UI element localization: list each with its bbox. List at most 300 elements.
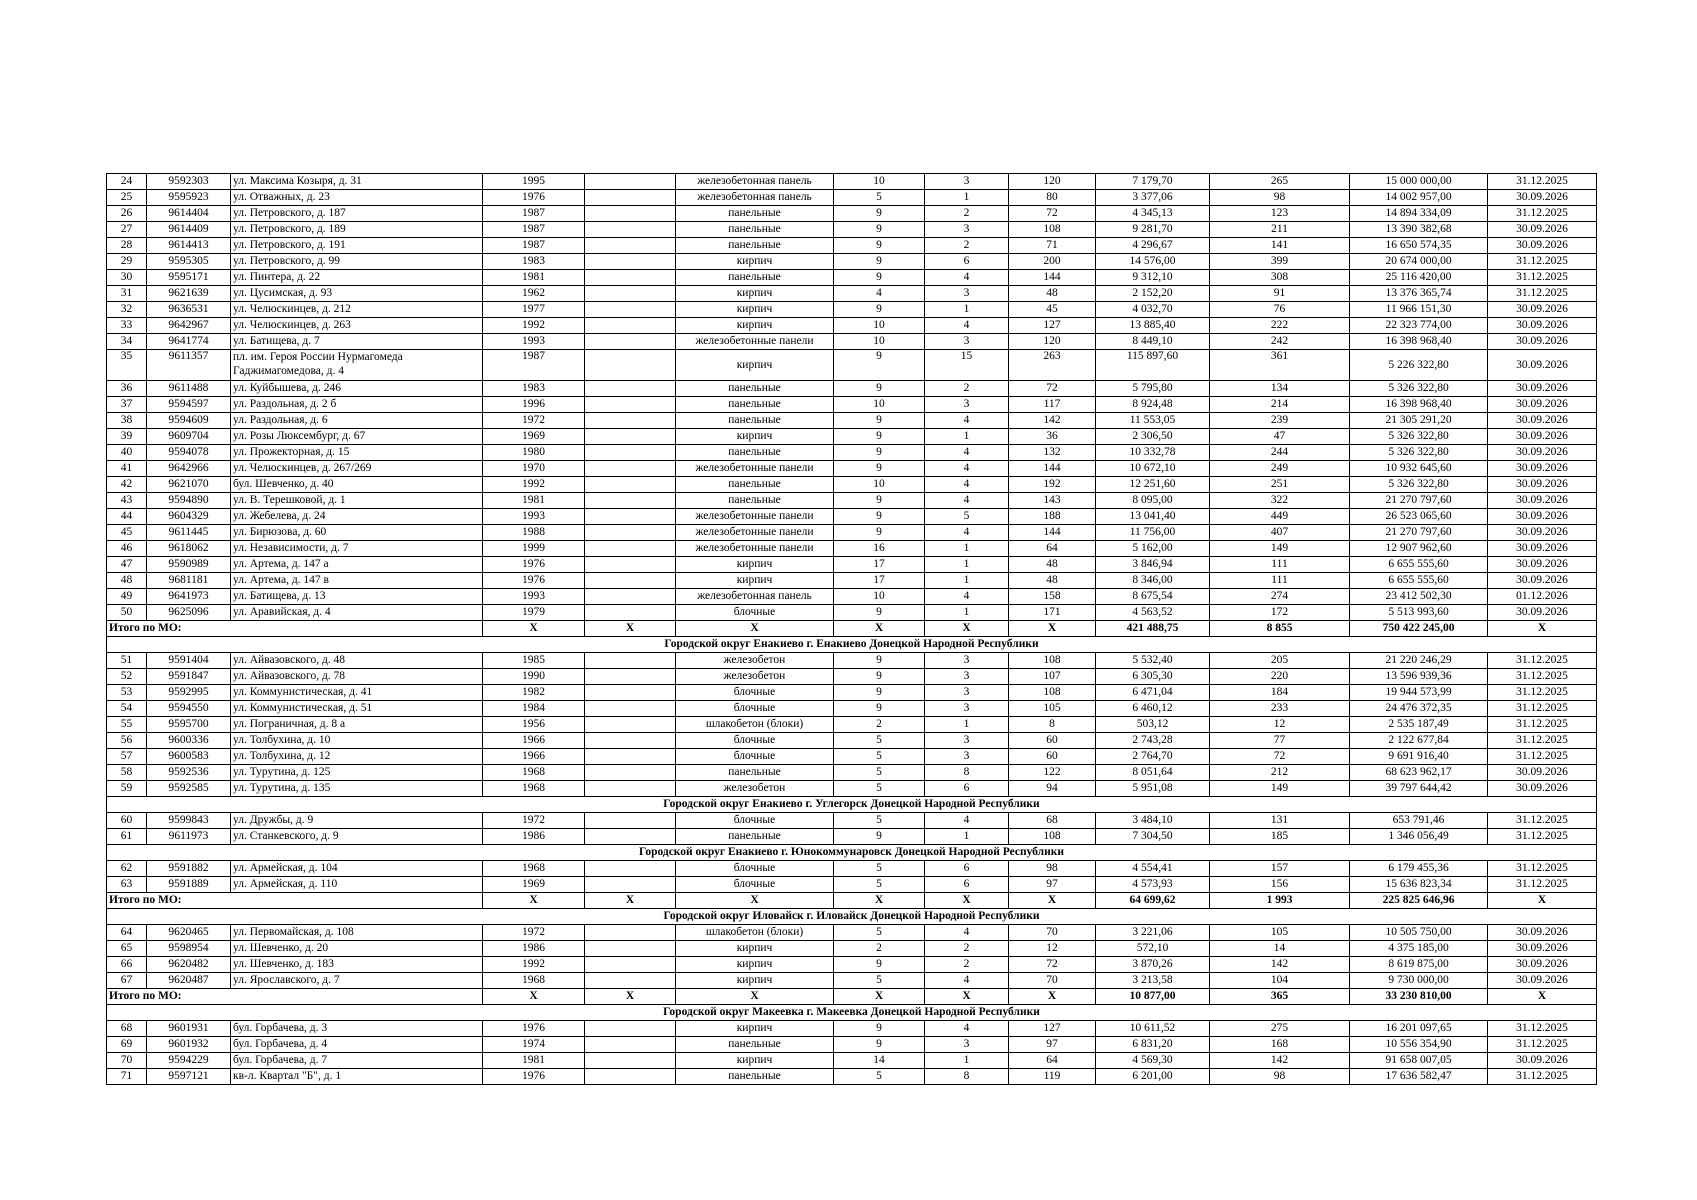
table-row	[107, 1037, 1597, 1053]
total-area-cell: 64 699,62	[1096, 893, 1210, 909]
entrances-cell: 4	[925, 493, 1009, 509]
area-cell: 8 449,10	[1096, 334, 1210, 350]
year-built-cell: 1983	[483, 254, 585, 270]
residents-cell: 47	[1210, 429, 1350, 445]
cost-cell: 16 201 097,65	[1350, 1021, 1488, 1037]
entrances-cell: 15	[925, 350, 1009, 381]
apartments-cell: 171	[1009, 605, 1096, 621]
deadline-cell: 31.12.2025	[1488, 270, 1597, 286]
year-built-cell: 1972	[483, 413, 585, 429]
building-id-cell: 9595923	[147, 190, 231, 206]
entrances-cell: 8	[925, 1069, 1009, 1085]
residents-cell: 322	[1210, 493, 1350, 509]
row-number-cell: 56	[107, 733, 147, 749]
floors-cell: 2	[834, 941, 925, 957]
building-id-cell: 9591889	[147, 877, 231, 893]
cost-cell: 2 535 187,49	[1350, 717, 1488, 733]
residents-cell: 184	[1210, 685, 1350, 701]
table-row	[107, 861, 1597, 877]
building-id-cell: 9621639	[147, 286, 231, 302]
floors-cell: 5	[834, 925, 925, 941]
building-id-cell: 9591404	[147, 653, 231, 669]
row-number-cell: 32	[107, 302, 147, 318]
building-id-cell: 9591847	[147, 669, 231, 685]
floors-cell: 9	[834, 350, 925, 381]
row-number-cell: 63	[107, 877, 147, 893]
row-number-cell: 71	[107, 1069, 147, 1085]
table-row	[107, 669, 1597, 685]
total-label-cell: Итого по МО:	[107, 989, 483, 1005]
row-number-cell: 70	[107, 1053, 147, 1069]
floors-cell: 10	[834, 318, 925, 334]
row-number-cell: 35	[107, 350, 147, 381]
entrances-cell: 4	[925, 318, 1009, 334]
empty-cell	[585, 302, 676, 318]
area-cell: 3 213,58	[1096, 973, 1210, 989]
cost-cell: 22 323 774,00	[1350, 318, 1488, 334]
area-cell: 2 743,28	[1096, 733, 1210, 749]
floors-cell: 5	[834, 861, 925, 877]
apartments-cell: 117	[1009, 397, 1096, 413]
empty-cell	[585, 765, 676, 781]
entrances-cell: 4	[925, 813, 1009, 829]
address-cell: ул. Турутина, д. 135	[231, 781, 483, 797]
area-cell: 6 201,00	[1096, 1069, 1210, 1085]
deadline-cell: 30.09.2026	[1488, 525, 1597, 541]
address-cell: кв-л. Квартал "Б", д. 1	[231, 1069, 483, 1085]
deadline-cell: 30.09.2026	[1488, 445, 1597, 461]
building-id-cell: 9611445	[147, 525, 231, 541]
area-cell: 3 377,06	[1096, 190, 1210, 206]
table-row	[107, 717, 1597, 733]
year-built-cell: 1966	[483, 749, 585, 765]
apartments-cell: 48	[1009, 557, 1096, 573]
floors-cell: 5	[834, 765, 925, 781]
wall-material-cell: кирпич	[676, 350, 834, 381]
deadline-cell: 31.12.2025	[1488, 877, 1597, 893]
wall-material-cell: панельные	[676, 381, 834, 397]
address-cell: ул. Куйбышева, д. 246	[231, 381, 483, 397]
year-built-cell: 1962	[483, 286, 585, 302]
table-row	[107, 605, 1597, 621]
x-marker-cell: X	[925, 989, 1009, 1005]
table-row	[107, 701, 1597, 717]
apartments-cell: 144	[1009, 525, 1096, 541]
area-cell: 11 756,00	[1096, 525, 1210, 541]
address-cell: ул. Станкевского, д. 9	[231, 829, 483, 845]
table-row	[107, 477, 1597, 493]
year-built-cell: 1993	[483, 334, 585, 350]
area-cell: 5 532,40	[1096, 653, 1210, 669]
deadline-cell: 30.09.2026	[1488, 302, 1597, 318]
area-cell: 4 563,52	[1096, 605, 1210, 621]
residents-cell: 275	[1210, 1021, 1350, 1037]
address-cell: ул. Шевченко, д. 183	[231, 957, 483, 973]
residents-cell: 205	[1210, 653, 1350, 669]
residents-cell: 141	[1210, 238, 1350, 254]
residents-cell: 168	[1210, 1037, 1350, 1053]
address-cell: ул. Коммунистическая, д. 51	[231, 701, 483, 717]
floors-cell: 2	[834, 717, 925, 733]
residents-cell: 251	[1210, 477, 1350, 493]
x-marker-cell: X	[1009, 893, 1096, 909]
deadline-cell: 31.12.2025	[1488, 1037, 1597, 1053]
cost-cell: 13 390 382,68	[1350, 222, 1488, 238]
area-cell: 8 924,48	[1096, 397, 1210, 413]
empty-cell	[585, 973, 676, 989]
year-built-cell: 1992	[483, 318, 585, 334]
deadline-cell: 30.09.2026	[1488, 334, 1597, 350]
floors-cell: 4	[834, 286, 925, 302]
apartments-cell: 158	[1009, 589, 1096, 605]
deadline-cell: 31.12.2025	[1488, 174, 1597, 190]
floors-cell: 9	[834, 429, 925, 445]
year-built-cell: 1968	[483, 765, 585, 781]
row-number-cell: 40	[107, 445, 147, 461]
deadline-cell: 30.09.2026	[1488, 605, 1597, 621]
entrances-cell: 3	[925, 286, 1009, 302]
apartments-cell: 108	[1009, 222, 1096, 238]
wall-material-cell: панельные	[676, 206, 834, 222]
year-built-cell: 1993	[483, 589, 585, 605]
wall-material-cell: кирпич	[676, 557, 834, 573]
empty-cell	[585, 477, 676, 493]
deadline-cell: 30.09.2026	[1488, 557, 1597, 573]
entrances-cell: 4	[925, 413, 1009, 429]
x-marker-cell: X	[585, 893, 676, 909]
year-built-cell: 1974	[483, 1037, 585, 1053]
cost-cell: 12 907 962,60	[1350, 541, 1488, 557]
building-id-cell: 9595305	[147, 254, 231, 270]
floors-cell: 10	[834, 397, 925, 413]
x-marker-cell: X	[483, 621, 585, 637]
deadline-cell: 30.09.2026	[1488, 222, 1597, 238]
wall-material-cell: кирпич	[676, 254, 834, 270]
floors-cell: 10	[834, 174, 925, 190]
building-id-cell: 9590989	[147, 557, 231, 573]
empty-cell	[585, 509, 676, 525]
address-cell: ул. Бирюзова, д. 60	[231, 525, 483, 541]
apartments-cell: 200	[1009, 254, 1096, 270]
row-number-cell: 33	[107, 318, 147, 334]
x-marker-cell: X	[1009, 989, 1096, 1005]
deadline-cell: 30.09.2026	[1488, 765, 1597, 781]
table-row	[107, 445, 1597, 461]
area-cell: 9 312,10	[1096, 270, 1210, 286]
section-header-row	[107, 909, 1597, 925]
address-cell: ул. Толбухина, д. 12	[231, 749, 483, 765]
residents-cell: 308	[1210, 270, 1350, 286]
address-cell: ул. Максима Козыря, д. 31	[231, 174, 483, 190]
table-row	[107, 381, 1597, 397]
entrances-cell: 4	[925, 477, 1009, 493]
entrances-cell: 2	[925, 206, 1009, 222]
cost-cell: 11 966 151,30	[1350, 302, 1488, 318]
cost-cell: 21 305 291,20	[1350, 413, 1488, 429]
wall-material-cell: железобетон	[676, 669, 834, 685]
cost-cell: 5 326 322,80	[1350, 445, 1488, 461]
floors-cell: 5	[834, 781, 925, 797]
wall-material-cell: кирпич	[676, 318, 834, 334]
address-cell: ул. Пинтера, д. 22	[231, 270, 483, 286]
empty-cell	[585, 717, 676, 733]
apartments-cell: 122	[1009, 765, 1096, 781]
year-built-cell: 1976	[483, 190, 585, 206]
empty-cell	[585, 541, 676, 557]
deadline-cell: 31.12.2025	[1488, 254, 1597, 270]
area-cell: 6 305,30	[1096, 669, 1210, 685]
entrances-cell: 1	[925, 829, 1009, 845]
section-title-cell: Городской округ Енакиево г. Углегорск Донецкой Народной Республики	[107, 797, 1597, 813]
address-cell: ул. Коммунистическая, д. 41	[231, 685, 483, 701]
area-cell: 4 296,67	[1096, 238, 1210, 254]
floors-cell: 9	[834, 270, 925, 286]
apartments-cell: 143	[1009, 493, 1096, 509]
table-row	[107, 685, 1597, 701]
area-cell: 6 831,20	[1096, 1037, 1210, 1053]
year-built-cell: 1986	[483, 829, 585, 845]
year-built-cell: 1956	[483, 717, 585, 733]
building-id-cell: 9592303	[147, 174, 231, 190]
residents-cell: 149	[1210, 541, 1350, 557]
address-cell: ул. Независимости, д. 7	[231, 541, 483, 557]
section-title-cell: Городской округ Иловайск г. Иловайск Донецкой Народной Республики	[107, 909, 1597, 925]
year-built-cell: 1985	[483, 653, 585, 669]
deadline-cell: 31.12.2025	[1488, 1069, 1597, 1085]
address-cell: ул. Петровского, д. 189	[231, 222, 483, 238]
year-built-cell: 1987	[483, 350, 585, 381]
wall-material-cell: панельные	[676, 413, 834, 429]
floors-cell: 10	[834, 477, 925, 493]
residents-cell: 172	[1210, 605, 1350, 621]
deadline-cell: 30.09.2026	[1488, 429, 1597, 445]
row-number-cell: 67	[107, 973, 147, 989]
apartments-cell: 60	[1009, 749, 1096, 765]
address-cell: ул. Отважных, д. 23	[231, 190, 483, 206]
apartments-cell: 70	[1009, 973, 1096, 989]
apartments-cell: 188	[1009, 509, 1096, 525]
area-cell: 2 764,70	[1096, 749, 1210, 765]
entrances-cell: 6	[925, 877, 1009, 893]
building-id-cell: 9621070	[147, 477, 231, 493]
year-built-cell: 1979	[483, 605, 585, 621]
entrances-cell: 4	[925, 525, 1009, 541]
year-built-cell: 1996	[483, 397, 585, 413]
empty-cell	[585, 957, 676, 973]
residents-cell: 104	[1210, 973, 1350, 989]
apartments-cell: 64	[1009, 1053, 1096, 1069]
building-id-cell: 9641973	[147, 589, 231, 605]
row-number-cell: 49	[107, 589, 147, 605]
wall-material-cell: шлакобетон (блоки)	[676, 925, 834, 941]
row-number-cell: 68	[107, 1021, 147, 1037]
table-row	[107, 941, 1597, 957]
empty-cell	[585, 397, 676, 413]
row-number-cell: 64	[107, 925, 147, 941]
apartments-cell: 48	[1009, 286, 1096, 302]
address-cell: ул. Ярославского, д. 7	[231, 973, 483, 989]
apartments-cell: 97	[1009, 877, 1096, 893]
apartments-cell: 8	[1009, 717, 1096, 733]
cost-cell: 6 655 555,60	[1350, 557, 1488, 573]
cost-cell: 9 691 916,40	[1350, 749, 1488, 765]
row-number-cell: 39	[107, 429, 147, 445]
total-cost-cell: 750 422 245,00	[1350, 621, 1488, 637]
year-built-cell: 1986	[483, 941, 585, 957]
wall-material-cell: блочные	[676, 701, 834, 717]
floors-cell: 5	[834, 877, 925, 893]
apartments-cell: 263	[1009, 350, 1096, 381]
cost-cell: 13 596 939,36	[1350, 669, 1488, 685]
cost-cell: 15 000 000,00	[1350, 174, 1488, 190]
residents-cell: 274	[1210, 589, 1350, 605]
apartments-cell: 60	[1009, 733, 1096, 749]
residents-cell: 111	[1210, 573, 1350, 589]
wall-material-cell: железобетонные панели	[676, 461, 834, 477]
entrances-cell: 2	[925, 941, 1009, 957]
year-built-cell: 1992	[483, 957, 585, 973]
year-built-cell: 1976	[483, 1069, 585, 1085]
year-built-cell: 1968	[483, 861, 585, 877]
year-built-cell: 1976	[483, 557, 585, 573]
year-built-cell: 1981	[483, 493, 585, 509]
address-cell: ул. Батищева, д. 7	[231, 334, 483, 350]
table-row	[107, 957, 1597, 973]
row-number-cell: 60	[107, 813, 147, 829]
residents-cell: 14	[1210, 941, 1350, 957]
building-id-cell: 9592585	[147, 781, 231, 797]
entrances-cell: 1	[925, 190, 1009, 206]
building-id-cell: 9642967	[147, 318, 231, 334]
table-row	[107, 493, 1597, 509]
section-header-row	[107, 797, 1597, 813]
floors-cell: 9	[834, 525, 925, 541]
residents-cell: 220	[1210, 669, 1350, 685]
year-built-cell: 1966	[483, 733, 585, 749]
cost-cell: 19 944 573,99	[1350, 685, 1488, 701]
empty-cell	[585, 318, 676, 334]
row-number-cell: 44	[107, 509, 147, 525]
entrances-cell: 5	[925, 509, 1009, 525]
entrances-cell: 1	[925, 605, 1009, 621]
apartments-cell: 108	[1009, 829, 1096, 845]
residents-cell: 142	[1210, 1053, 1350, 1069]
cost-cell: 10 556 354,90	[1350, 1037, 1488, 1053]
empty-cell	[585, 334, 676, 350]
row-number-cell: 42	[107, 477, 147, 493]
section-header-row	[107, 637, 1597, 653]
row-number-cell: 31	[107, 286, 147, 302]
wall-material-cell: железобетонная панель	[676, 589, 834, 605]
year-built-cell: 1969	[483, 429, 585, 445]
building-id-cell: 9618062	[147, 541, 231, 557]
row-number-cell: 27	[107, 222, 147, 238]
entrances-cell: 2	[925, 238, 1009, 254]
building-id-cell: 9600583	[147, 749, 231, 765]
address-cell: ул. Петровского, д. 191	[231, 238, 483, 254]
residents-cell: 249	[1210, 461, 1350, 477]
table-row	[107, 286, 1597, 302]
address-cell: ул. Артема, д. 147 в	[231, 573, 483, 589]
building-id-cell: 9614409	[147, 222, 231, 238]
entrances-cell: 4	[925, 589, 1009, 605]
table-row	[107, 461, 1597, 477]
address-cell: ул. Челюскинцев, д. 263	[231, 318, 483, 334]
area-cell: 13 041,40	[1096, 509, 1210, 525]
row-number-cell: 24	[107, 174, 147, 190]
deadline-cell: 30.09.2026	[1488, 781, 1597, 797]
table-row	[107, 589, 1597, 605]
cost-cell: 1 346 056,49	[1350, 829, 1488, 845]
deadline-cell: 31.12.2025	[1488, 813, 1597, 829]
residents-cell: 157	[1210, 861, 1350, 877]
address-cell: ул. Батищева, д. 13	[231, 589, 483, 605]
floors-cell: 9	[834, 1037, 925, 1053]
residents-cell: 98	[1210, 1069, 1350, 1085]
wall-material-cell: железобетон	[676, 781, 834, 797]
building-id-cell: 9614404	[147, 206, 231, 222]
x-marker-cell: X	[585, 621, 676, 637]
building-id-cell: 9681181	[147, 573, 231, 589]
address-cell: бул. Горбачева, д. 7	[231, 1053, 483, 1069]
residents-cell: 212	[1210, 765, 1350, 781]
residents-cell: 407	[1210, 525, 1350, 541]
building-id-cell: 9620487	[147, 973, 231, 989]
address-cell: ул. Толбухина, д. 10	[231, 733, 483, 749]
building-id-cell: 9604329	[147, 509, 231, 525]
apartments-cell: 48	[1009, 573, 1096, 589]
area-cell: 3 846,94	[1096, 557, 1210, 573]
table-row	[107, 206, 1597, 222]
address-cell: ул. Цусимская, д. 93	[231, 286, 483, 302]
area-cell: 14 576,00	[1096, 254, 1210, 270]
deadline-cell: 30.09.2026	[1488, 1053, 1597, 1069]
empty-cell	[585, 829, 676, 845]
residents-cell: 72	[1210, 749, 1350, 765]
entrances-cell: 4	[925, 1021, 1009, 1037]
row-number-cell: 37	[107, 397, 147, 413]
area-cell: 8 095,00	[1096, 493, 1210, 509]
year-built-cell: 1999	[483, 541, 585, 557]
area-cell: 3 221,06	[1096, 925, 1210, 941]
floors-cell: 9	[834, 669, 925, 685]
wall-material-cell: железобетонная панель	[676, 190, 834, 206]
address-cell: ул. Айвазовского, д. 78	[231, 669, 483, 685]
entrances-cell: 3	[925, 685, 1009, 701]
x-marker-cell: X	[925, 621, 1009, 637]
empty-cell	[585, 653, 676, 669]
empty-cell	[585, 190, 676, 206]
cost-cell: 91 658 007,05	[1350, 1053, 1488, 1069]
floors-cell: 16	[834, 541, 925, 557]
deadline-cell: 31.12.2025	[1488, 286, 1597, 302]
area-cell: 4 573,93	[1096, 877, 1210, 893]
address-cell: пл. им. Героя России Нурмагомеда Гаджимагомедова, д. 4	[231, 350, 483, 381]
x-marker-cell: X	[834, 989, 925, 1005]
deadline-cell: 30.09.2026	[1488, 941, 1597, 957]
entrances-cell: 3	[925, 397, 1009, 413]
row-number-cell: 57	[107, 749, 147, 765]
cost-cell: 5 513 993,60	[1350, 605, 1488, 621]
row-number-cell: 43	[107, 493, 147, 509]
floors-cell: 17	[834, 557, 925, 573]
area-cell: 2 306,50	[1096, 429, 1210, 445]
entrances-cell: 4	[925, 461, 1009, 477]
wall-material-cell: блочные	[676, 685, 834, 701]
building-id-cell: 9598954	[147, 941, 231, 957]
total-residents-cell: 365	[1210, 989, 1350, 1005]
floors-cell: 9	[834, 254, 925, 270]
